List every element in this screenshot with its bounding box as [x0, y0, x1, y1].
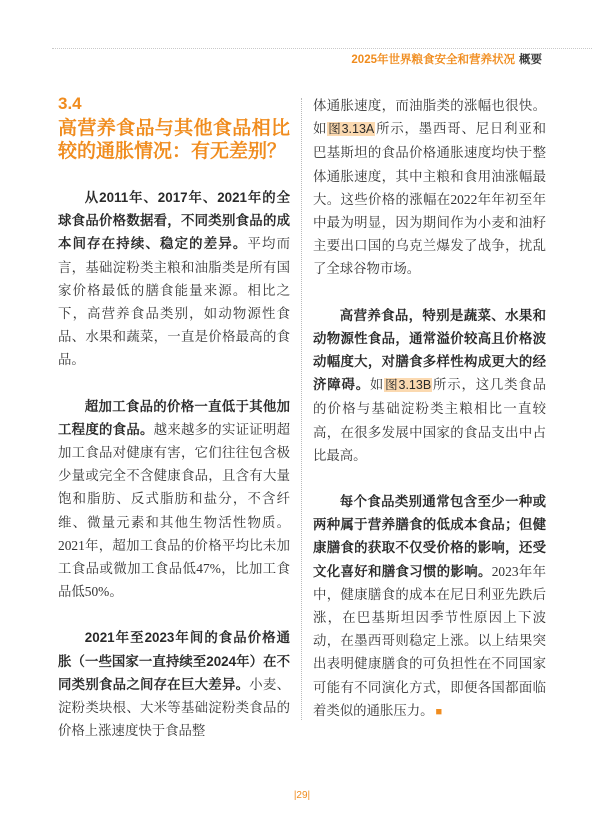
- paragraph-1-lead: 从2011年、2017年、2021年的全球食品价格数据看，不同类别食品的成本间存在持续、稳定的差异。: [58, 190, 290, 252]
- paragraph-4-text-a: 体通胀速度，而油脂类的涨幅也很快。如: [313, 98, 546, 137]
- paragraph-2-lead: 超加工食品的价格一直低于其他加工程度的食品。: [58, 398, 290, 437]
- header-title: 2025年世界粮食安全和营养状况: [351, 54, 515, 66]
- paragraph-6-lead: 每个食品类别通常包含至少一种或两种属于营养膳食的低成本食品；但健康膳食的获取不仅受价格的影响，还受文化喜好和膳食习惯的影响。: [313, 494, 546, 579]
- page-number: |29|: [293, 790, 311, 801]
- header-rule: [52, 48, 592, 49]
- right-column: [313, 94, 546, 724]
- paragraph-2-text: 越来越多的实证证明超加工食品对健康有害，它们往往包含极少量或完全不含健康食品，且含有大量饱和脂肪、反式脂肪和盐分，不含纤维、微量元素和其他生物活性物质。2021年，超加工食品的价格平均比未加工食品或微加工食品低47%，比加工食品低50%。: [58, 421, 291, 600]
- figure-3-13a-link[interactable]: 图3.13A: [328, 122, 375, 137]
- figure-3-13b-link[interactable]: 图3.13B: [385, 378, 432, 393]
- paragraph-4: [313, 94, 546, 281]
- left-column: [58, 94, 290, 742]
- paragraph-5: [313, 304, 546, 467]
- paragraph-3: [58, 626, 290, 742]
- end-mark-icon: ■: [435, 705, 443, 718]
- section-title: 高营养食品与其他食品相比较的通胀情况：有无差别？: [58, 118, 290, 162]
- paragraph-5-text-b: 所示，这几类食品的价格与基础淀粉类主粮相比一直较高，在很多发展中国家的食品支出中占比最高。: [313, 377, 547, 463]
- paragraph-3-lead: 2021年至2023年间的食品价格通胀（一些国家一直持续至2024年）在不同类别食品之间存在巨大差异。: [58, 630, 290, 692]
- section-number: 3.4: [58, 94, 82, 113]
- paragraph-1-text: 平均而言，基础淀粉类主粮和油脂类是所有国家价格最低的膳食能量来源。相比之下，高营养食品类别，如动物源性食品、水果和蔬菜，一直是价格最高的食品。: [58, 236, 291, 368]
- paragraph-2: [58, 395, 290, 604]
- column-divider: [301, 98, 302, 720]
- paragraph-4-text-b: 所示，墨西哥、尼日利亚和巴基斯坦的食品价格通胀速度均快于整体通胀速度，其中主粮和食用油涨幅最大。这些价格的涨幅在2022年年初至年中最为明显，因为期间作为小麦和油籽主要出口国的乌克兰爆发了战争，扰乱了全球谷物市场。: [313, 121, 547, 277]
- running-header: [351, 51, 542, 67]
- paragraph-6: [313, 490, 546, 724]
- paragraph-5-lead: 高营养食品，特别是蔬菜、水果和动物源性食品，通常溢价较高且价格波动幅度大，对膳食多样性构成更大的经济障碍。: [313, 307, 546, 393]
- header-suffix: 概要: [519, 54, 542, 66]
- paragraph-3-text: 小麦、淀粉类块根、大米等基础淀粉类食品的价格上涨速度快于食品整: [58, 676, 291, 739]
- paragraph-6-text: 2023年年中，健康膳食的成本在尼日利亚先跌后涨，在巴基斯坦因季节性原因上下波动，在墨西哥则稳定上涨。以上结果突出表明健康膳食的可负担性在不同国家可能有不同演化方式，即便各国都面临着类似的通胀压力。: [313, 563, 547, 718]
- paragraph-1: [58, 186, 290, 372]
- section-heading: [58, 94, 290, 163]
- paragraph-5-text-a: 如: [369, 377, 385, 393]
